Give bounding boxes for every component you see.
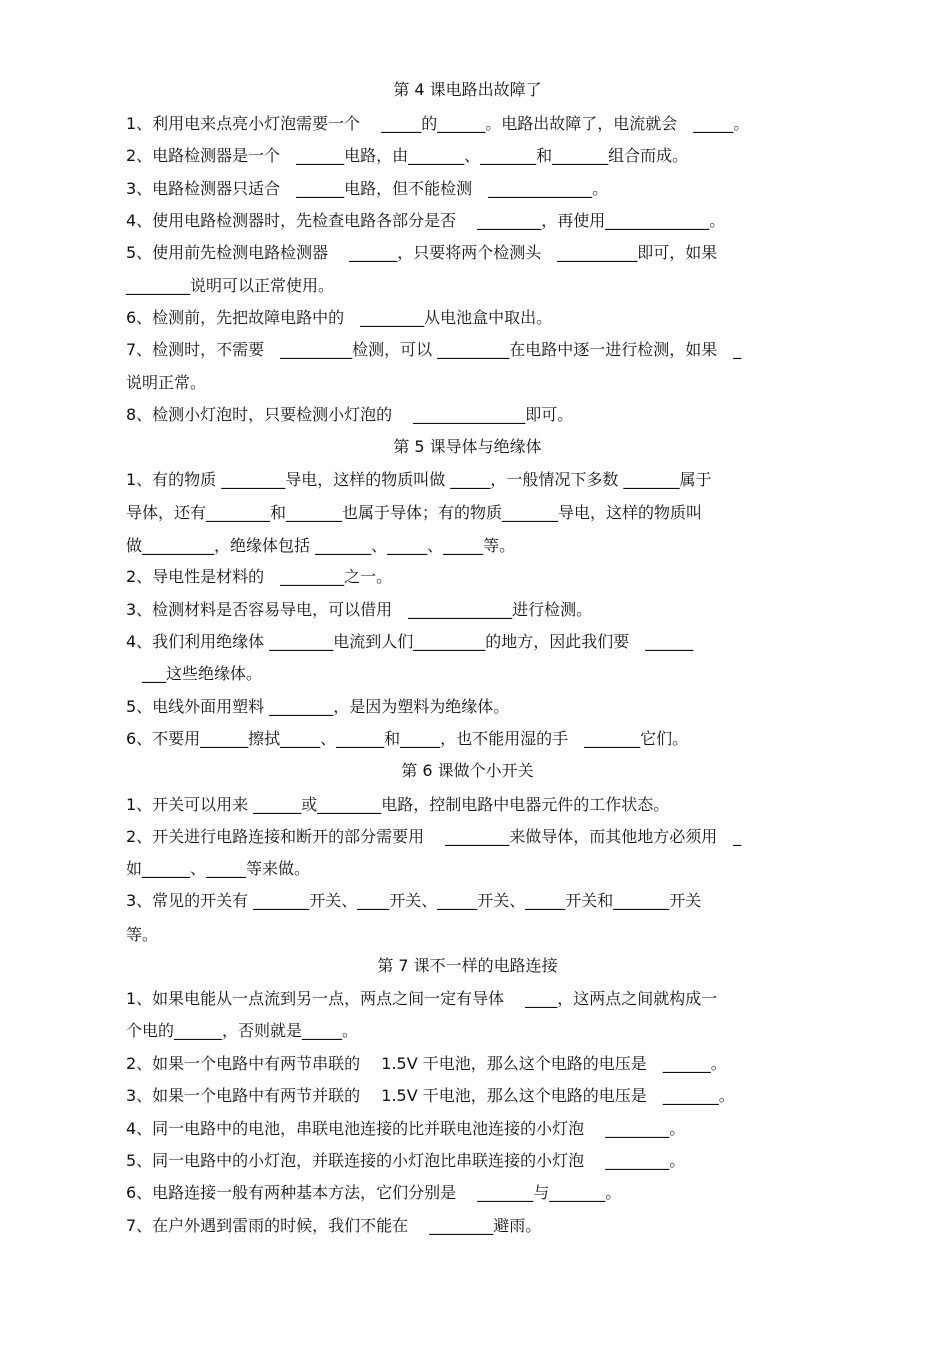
question-line: 6、电路连接一般有两种基本方法，它们分别是 _______与_______。: [126, 1183, 622, 1202]
question-line: 6、不要用______擦拭_____、______和_____，也不能用湿的手 _______它们。: [126, 729, 689, 748]
question-line: 1、开关可以用来 ______或________电路，控制电路中电器元件的工作状态。: [126, 795, 670, 814]
question-line: 4、使用电路检测器时，先检查电路各部分是否 ________，再使用_____________。: [126, 211, 726, 230]
question-line: 3、电路检测器只适合 ______电路，但不能检测 _____________。: [126, 179, 609, 198]
section-title-lesson-6: 第 6 课做个小开关: [401, 761, 534, 780]
question-line: 导体，还有________和_______也属于导体；有的物质_______导电，这样的物质叫: [126, 503, 703, 522]
question-line: 6、检测前，先把故障电路中的 ________从电池盒中取出。: [126, 308, 553, 327]
question-line: 8、检测小灯泡时，只要检测小灯泡的 ______________即可。: [126, 405, 574, 424]
question-line: 等。: [126, 925, 159, 944]
question-line: 2、开关进行电路连接和断开的部分需要用 ________来做导体，而其他地方必须用 _: [126, 827, 742, 846]
question-line: 5、同一电路中的小灯泡，并联连接的小灯泡比串联连接的小灯泡 ________。: [126, 1151, 686, 1170]
question-line: 2、导电性是材料的 ________之一。: [126, 567, 393, 586]
question-line: 个电的______，否则就是_____。: [126, 1021, 359, 1040]
question-line: 3、如果一个电路中有两节并联的 1.5V 干电池，那么这个电路的电压是 _______。: [126, 1086, 735, 1105]
question-line: 4、我们利用绝缘体 ________电流到人们_________的地方，因此我们要 ______: [126, 632, 694, 651]
question-line: ________说明可以正常使用。: [126, 276, 335, 295]
question-line: 做_________，绝缘体包括 _______、_____、_____等。: [126, 536, 516, 555]
section-title-lesson-5: 第 5 课导体与绝缘体: [393, 437, 542, 456]
question-line: 7、在户外遇到雷雨的时候，我们不能在 ________避雨。: [126, 1216, 542, 1235]
question-line: ___这些绝缘体。: [126, 664, 263, 683]
question-line: 5、电线外面用塑料 ________，是因为塑料为绝缘体。: [126, 697, 510, 716]
question-line: 2、如果一个电路中有两节串联的 1.5V 干电池，那么这个电路的电压是 ______。: [126, 1054, 727, 1073]
question-line: 1、利用电来点亮小灯泡需要一个 _____的______。电路出故障了，电流就会 _____。: [126, 114, 750, 133]
question-line: 1、如果电能从一点流到另一点，两点之间一定有导体 ____，这两点之间就构成一: [126, 989, 718, 1008]
question-line: 3、检测材料是否容易导电，可以借用 _____________进行检测。: [126, 600, 593, 619]
question-line: 2、电路检测器是一个 ______电路，由_______、_______和_______组合而成。: [126, 146, 689, 165]
question-line: 7、检测时，不需要 _________检测，可以 _________在电路中逐一进行检测，如果 _: [126, 340, 742, 359]
question-line: 说明正常。: [126, 373, 207, 392]
question-line: 5、使用前先检测电路检测器 ______，只要将两个检测头 __________即可，如果: [126, 243, 718, 262]
question-line: 如______、_____等来做。: [126, 859, 311, 878]
section-title-lesson-7: 第 7 课不一样的电路连接: [377, 956, 558, 975]
question-line: 4、同一电路中的电池，串联电池连接的比并联电池连接的小灯泡 ________。: [126, 1119, 686, 1138]
section-title-lesson-4: 第 4 课电路出故障了: [393, 80, 542, 99]
question-line: 3、常见的开关有 _______开关、____开关、_____开关、_____开关和_______开关: [126, 891, 702, 910]
question-line: 1、有的物质 ________导电，这样的物质叫做 _____，一般情况下多数 _______属于: [126, 470, 712, 489]
